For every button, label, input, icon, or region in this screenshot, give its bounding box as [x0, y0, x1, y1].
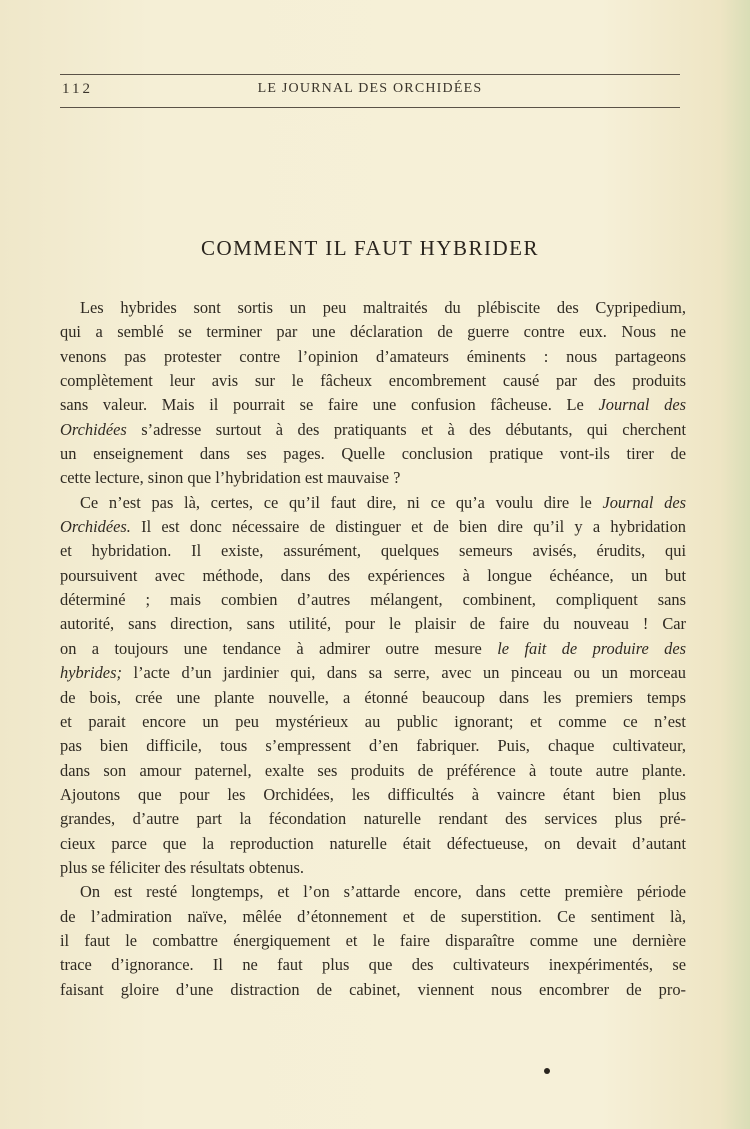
- italic-text: le fait de produire des: [497, 638, 686, 658]
- text-segment: déterminé ; mais combien d’autres mélangent, combinent, compliquent sans: [60, 590, 686, 610]
- text-segment: cieux parce que la reproduction naturelle était défectueuse, on devait d’autant: [60, 833, 686, 853]
- header-rule-bottom: [60, 107, 680, 108]
- text-line: [60, 734, 686, 758]
- ink-speck: [544, 1068, 550, 1074]
- text-segment: Il est donc nécessaire de distinguer et de bien dire qu’il y a hybridation: [130, 517, 686, 537]
- text-segment: Ajoutons que pour les Orchidées, les difficultés à vaincre étant bien plus: [60, 784, 686, 804]
- text-segment: l’acte d’un jardinier qui, dans sa serre, avec un pinceau ou un morceau: [121, 663, 686, 683]
- text-segment: et parait encore un peu mystérieux au public ignorant; et comme ce n’est: [60, 711, 686, 731]
- text-segment: plus se féliciter des résultats obtenus.: [60, 857, 304, 877]
- text-line: [60, 296, 686, 320]
- text-segment: On est resté longtemps, et l’on s’attarde encore, dans cette première période: [80, 882, 686, 902]
- header-rule-top: [60, 74, 680, 75]
- text-line: [60, 710, 686, 734]
- text-line: [60, 783, 686, 807]
- text-segment: un enseignement dans ses pages. Quelle conclusion pratique vont-ils tirer de: [60, 444, 686, 464]
- text-segment: on a toujours une tendance à admirer outre mesure: [60, 638, 498, 658]
- italic-text: Orchidées: [60, 419, 127, 439]
- text-line: [60, 442, 686, 466]
- text-line: [60, 905, 686, 929]
- text-line: [60, 491, 686, 515]
- text-segment: sans valeur. Mais il pourrait se faire une confusion fâcheuse. Le: [60, 395, 599, 415]
- text-segment: Les hybrides sont sortis un peu maltraités du plébiscite des Cypripedium,: [80, 298, 686, 317]
- text-line: [60, 880, 686, 904]
- text-segment: et hybridation. Il existe, assurément, quelques semeurs avisés, érudits, qui: [60, 541, 686, 561]
- text-line: [60, 564, 686, 588]
- text-line: [60, 686, 686, 710]
- text-line: [60, 929, 686, 953]
- text-segment: de l’admiration naïve, mêlée d’étonnement et de superstition. Ce sentiment là,: [60, 906, 686, 926]
- italic-text: hybrides;: [60, 663, 122, 683]
- text-line: [60, 539, 686, 563]
- text-line: [60, 856, 686, 880]
- text-line: [60, 345, 686, 369]
- text-line: [60, 612, 686, 636]
- text-segment: faisant gloire d’une distraction de cabinet, viennent nous encombrer de pro-: [60, 979, 686, 999]
- article-title: COMMENT IL FAUT HYBRIDER: [201, 236, 539, 260]
- text-line: [60, 320, 686, 344]
- text-line: [60, 661, 686, 685]
- text-segment: qui a semblé se terminer par une déclaration de guerre contre eux. Nous ne: [60, 322, 686, 342]
- text-line: [60, 807, 686, 831]
- text-line: [60, 466, 686, 490]
- text-segment: complètement leur avis sur le fâcheux encombrement causé par des produits: [60, 371, 686, 391]
- text-line: [60, 369, 686, 393]
- text-segment: venons pas protester contre l’opinion d’amateurs éminents : nous partageons: [60, 346, 686, 366]
- text-line: [60, 637, 686, 661]
- article-body: [60, 296, 686, 1002]
- text-segment: autorité, sans direction, sans utilité, pour le plaisir de faire du nouveau ! Car: [60, 614, 686, 634]
- text-segment: Ce n’est pas là, certes, ce qu’il faut dire, ni ce qu’a voulu dire le: [80, 492, 603, 512]
- text-segment: cette lecture, sinon que l’hybridation est mauvaise ?: [60, 468, 401, 488]
- italic-text: Orchidées.: [60, 517, 131, 537]
- italic-text: Journal des: [602, 492, 686, 512]
- text-line: [60, 978, 686, 1002]
- text-segment: de bois, crée une plante nouvelle, a étonné beaucoup dans les premiers temps: [60, 687, 686, 707]
- text-line: [60, 953, 686, 977]
- text-segment: s’adresse surtout à des pratiquants et à des débutants, qui cherchent: [126, 419, 686, 439]
- text-segment: trace d’ignorance. Il ne faut plus que des cultivateurs inexpérimentés, se: [60, 955, 686, 975]
- text-segment: il faut le combattre énergiquement et le faire disparaître comme une dernière: [60, 930, 686, 950]
- text-line: [60, 393, 686, 417]
- text-segment: grandes, d’autre part la fécondation naturelle rendant des services plus pré-: [60, 809, 686, 829]
- text-line: [60, 515, 686, 539]
- text-segment: dans son amour paternel, exalte ses produits de préférence à toute autre plante.: [60, 760, 686, 780]
- page-number: 112: [62, 81, 93, 97]
- running-title: LE JOURNAL DES ORCHIDÉES: [257, 81, 483, 96]
- text-line: [60, 832, 686, 856]
- text-line: [60, 588, 686, 612]
- italic-text: Journal des: [598, 395, 686, 415]
- text-segment: poursuivent avec méthode, dans des expériences à longue échéance, un but: [60, 565, 686, 585]
- text-line: [60, 418, 686, 442]
- text-line: [60, 759, 686, 783]
- text-segment: pas bien difficile, tous s’empressent d’en fabriquer. Puis, chaque cultivateur,: [60, 736, 686, 756]
